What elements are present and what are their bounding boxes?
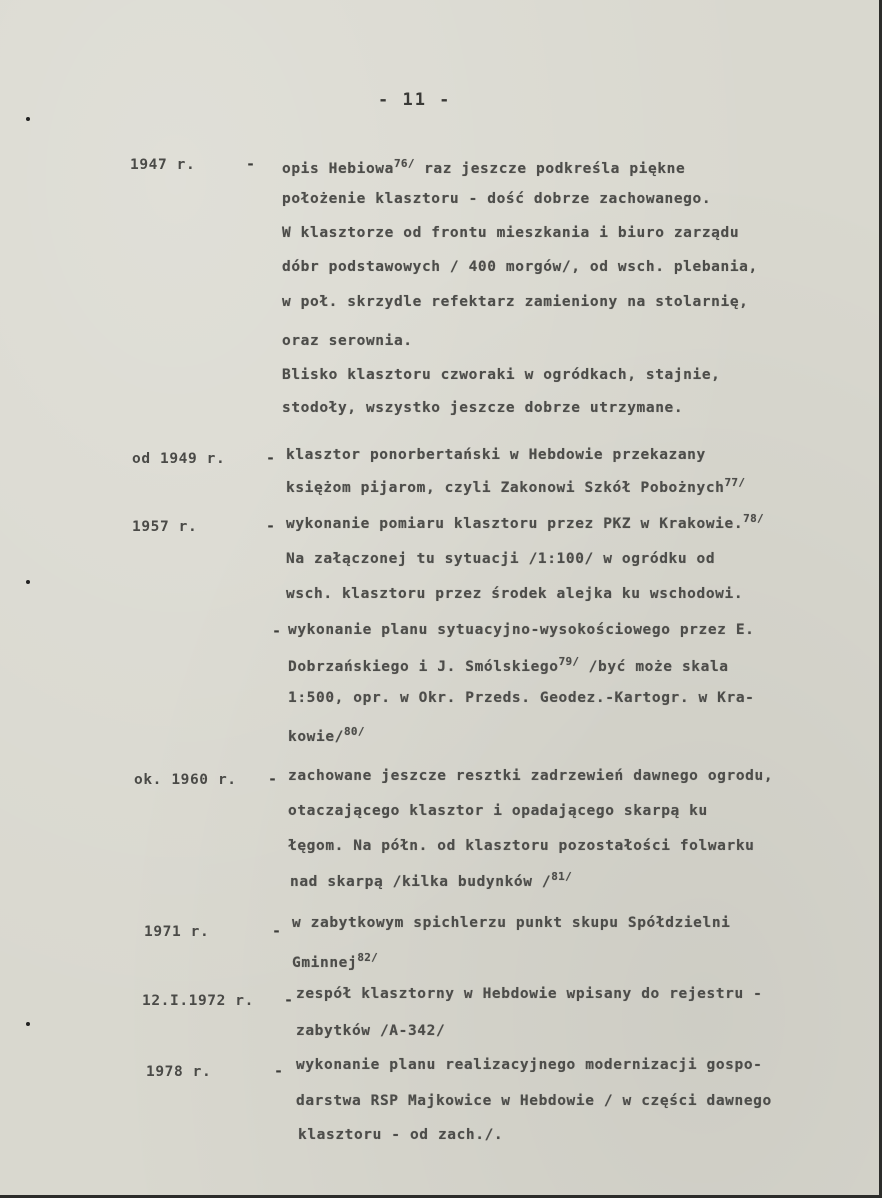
page-number: - 11 -	[378, 90, 452, 110]
punch-hole-mark	[26, 1022, 30, 1026]
entry-line: położenie klasztoru - dość dobrze zachowanego.	[282, 191, 712, 207]
entry-line: wykonanie planu realizacyjnego modernizacji gospo-	[296, 1057, 763, 1073]
entry-line: wykonanie planu sytuacyjno-wysokościowego przez E.	[288, 622, 755, 638]
entry-line: W klasztorze od frontu mieszkania i biuro zarządu	[282, 225, 740, 241]
entry-line: zespół klasztorny w Hebdowie wpisany do rejestru -	[296, 986, 763, 1002]
footnote-ref: 80/	[343, 725, 365, 738]
entry-line: dóbr podstawowych / 400 morgów/, od wsch. plebania,	[282, 259, 758, 275]
entry-date: ok. 1960 r.	[134, 772, 237, 788]
footnote-ref: 77/	[724, 476, 746, 489]
entry-line: klasztoru - od zach./.	[298, 1127, 504, 1143]
entry-line: w zabytkowym spichlerzu punkt skupu Spółdzielni	[292, 915, 731, 931]
entry-line: klasztor ponorbertański w Hebdowie przekazany	[286, 447, 706, 463]
entry-dash: -	[268, 770, 278, 788]
footnote-ref: 79/	[558, 655, 580, 668]
entry-date: 1978 r.	[146, 1064, 212, 1080]
footnote-ref: 78/	[743, 512, 764, 525]
entry-dash: -	[274, 1062, 284, 1080]
footnote-ref: 81/	[551, 870, 573, 883]
entry-line: Dobrzańskiego i J. Smólskiego$^{79/}$ /być może skala	[288, 655, 729, 675]
entry-line: 1:500, opr. w Okr. Przeds. Geodez.-Kartogr. w Kra-	[288, 690, 755, 706]
entry-line: łęgom. Na półn. od klasztoru pozostałości folwarku	[288, 838, 755, 854]
punch-hole-mark	[26, 580, 30, 584]
entry-dash: -	[284, 991, 294, 1009]
entry-line: otaczającego klasztor i opadającego skarpą ku	[288, 803, 708, 819]
entry-line: w poł. skrzydle refektarz zamieniony na stolarnię,	[282, 294, 749, 310]
entry-line: wsch. klasztoru przez środek alejka ku wschodowi.	[286, 586, 744, 602]
entry-line: Na załączonej tu sytuacji /1:100/ w ogródku od	[286, 551, 716, 567]
footnote-ref: 76/	[393, 157, 415, 170]
entry-line: Gminnej$^{82/}$	[292, 951, 379, 971]
entry-line: zabytków /A-342/	[296, 1023, 446, 1039]
entry-date: 1971 r.	[144, 924, 210, 940]
punch-hole-mark	[26, 117, 30, 121]
entry-dash: -	[266, 517, 276, 535]
entry-line: opis Hebiowa$^{76/}$ raz jeszcze podkreśla piękne	[282, 157, 686, 177]
entry-date: 1947 r.	[130, 157, 196, 173]
entry-line: darstwa RSP Majkowice w Hebdowie / w części dawnego	[296, 1093, 772, 1109]
entry-line: księżom pijarom, czyli Zakonowi Szkół Pobożnych$^{77/}$	[286, 476, 746, 496]
entry-line: nad skarpą /kilka budynków /$^{81/}$	[290, 870, 573, 890]
entry-date: 1957 r.	[132, 519, 198, 535]
entry-line: stodoły, wszystko jeszcze dobrze utrzymane.	[282, 400, 684, 416]
entry-date: od 1949 r.	[132, 451, 226, 467]
entry-line: Blisko klasztoru czworaki w ogródkach, stajnie,	[282, 367, 721, 383]
entry-line: zachowane jeszcze resztki zadrzewień dawnego ogrodu,	[288, 768, 774, 784]
entry-dash: -	[246, 155, 256, 173]
entry-dash: -	[272, 922, 282, 940]
entry-line: kowie/$^{80/}$	[288, 725, 365, 745]
entry-line: oraz serownia.	[282, 333, 413, 349]
entry-date: 12.I.1972 r.	[142, 993, 254, 1009]
entry-dash: -	[272, 622, 282, 640]
entry-line: wykonanie pomiaru klasztoru przez PKZ w Krakowie.$^{78/}$	[286, 512, 764, 532]
entry-dash: -	[266, 449, 276, 467]
footnote-ref: 82/	[357, 951, 379, 964]
